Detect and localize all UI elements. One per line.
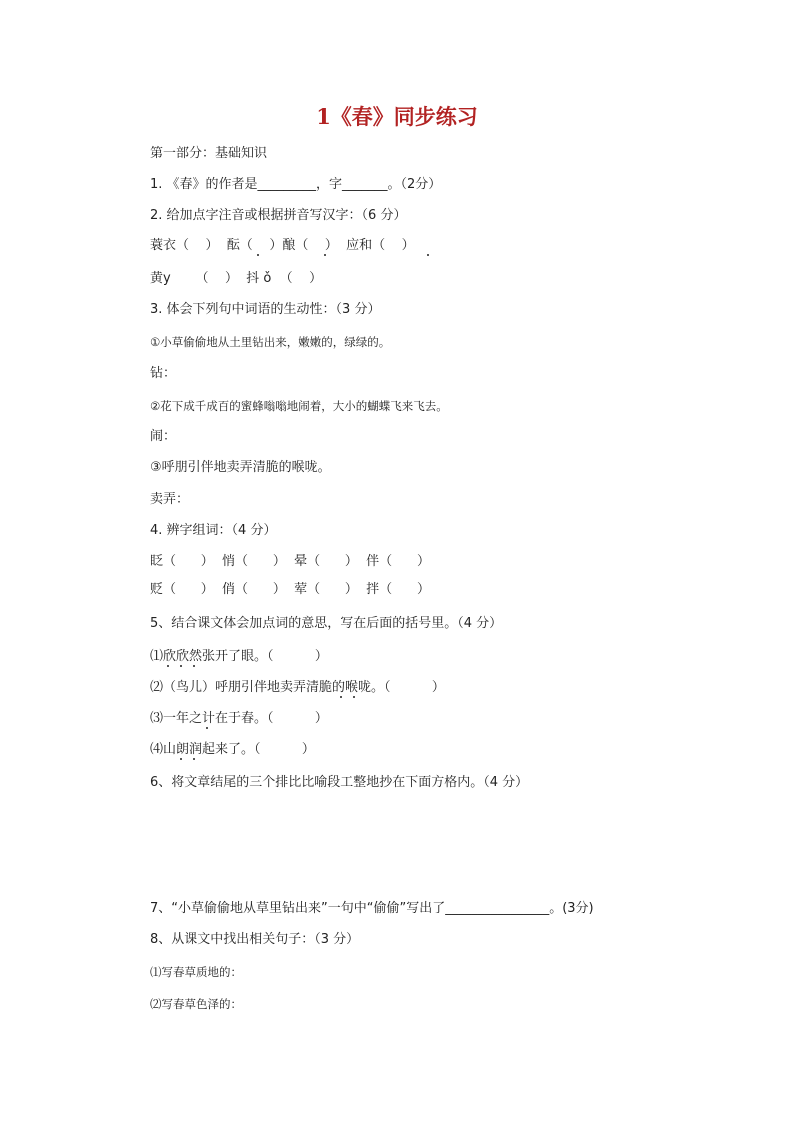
question-4-row-2: 贬（ ） 俏（ ） 荤（ ） 拌（ ） <box>150 582 430 597</box>
question-3: 3. 体会下列句中词语的生动性：（3 分） <box>150 302 381 317</box>
question-4: 4. 辨字组词：（4 分） <box>150 523 277 538</box>
question-3-label-3: 卖弄： <box>150 492 190 507</box>
page-title: 1《春》同步练习 <box>316 104 478 129</box>
question-5-item-4: ⑷山朗润起来了。（ ） <box>150 742 315 757</box>
section-heading: 第一部分：基础知识 <box>150 146 268 161</box>
question-3-sentence-1: ①小草偷偷地从土里钻出来，嫩嫩的，绿绿的。 <box>150 335 391 349</box>
emphasis-dot <box>427 254 429 256</box>
emphasis-dot <box>257 254 259 256</box>
emphasis-dot <box>193 758 195 760</box>
emphasis-dot <box>180 758 182 760</box>
question-6: 6、将文章结尾的三个排比比喻段工整地抄在下面方格内。（4 分） <box>150 775 529 790</box>
question-5-item-3: ⑶一年之计在于春。（ ） <box>150 711 328 726</box>
question-2: 2. 给加点字注音或根据拼音写汉字：（6 分） <box>150 208 407 223</box>
question-5-item-2: ⑵（鸟儿）呼朋引伴地卖弄清脆的喉咙。（ ） <box>150 680 445 695</box>
emphasis-dot <box>353 696 355 698</box>
question-3-label-1: 钻： <box>150 366 177 381</box>
question-3-sentence-3: ③呼朋引伴地卖弄清脆的喉咙。 <box>150 460 331 475</box>
emphasis-dot <box>167 665 169 667</box>
question-8: 8、从课文中找出相关句子：（3 分） <box>150 932 360 947</box>
question-2-row-1: 蓑衣（ ） 酝（ ）酿（ ） 应和（ ） <box>150 238 415 253</box>
emphasis-dot <box>193 665 195 667</box>
question-4-row-1: 眨（ ） 悄（ ） 晕（ ） 伴（ ） <box>150 554 430 569</box>
question-8-item-2: ⑵写春草色泽的： <box>150 997 242 1011</box>
question-8-item-1: ⑴写春草质地的： <box>150 965 242 979</box>
emphasis-dot <box>340 696 342 698</box>
emphasis-dot <box>180 665 182 667</box>
question-2-row-2: 黄y （ ） 抖 ǒ （ ） <box>150 271 323 286</box>
question-3-label-2: 闹： <box>150 429 177 444</box>
question-5: 5、结合课文体会加点词的意思，写在后面的括号里。（4 分） <box>150 616 503 631</box>
question-7: 7、“小草偷偷地从草里钻出来”一句中“偷偷”写出了________________。(3分) <box>150 901 594 916</box>
question-3-sentence-2: ②花下成千成百的蜜蜂嗡嗡地闹着，大小的蝴蝶飞来飞去。 <box>150 399 448 413</box>
question-1: 1. 《春》的作者是_________，字_______。（2分） <box>150 177 442 192</box>
emphasis-dot <box>206 727 208 729</box>
emphasis-dot <box>324 254 326 256</box>
question-5-item-1: ⑴欣欣然张开了眼。（ ） <box>150 649 328 664</box>
